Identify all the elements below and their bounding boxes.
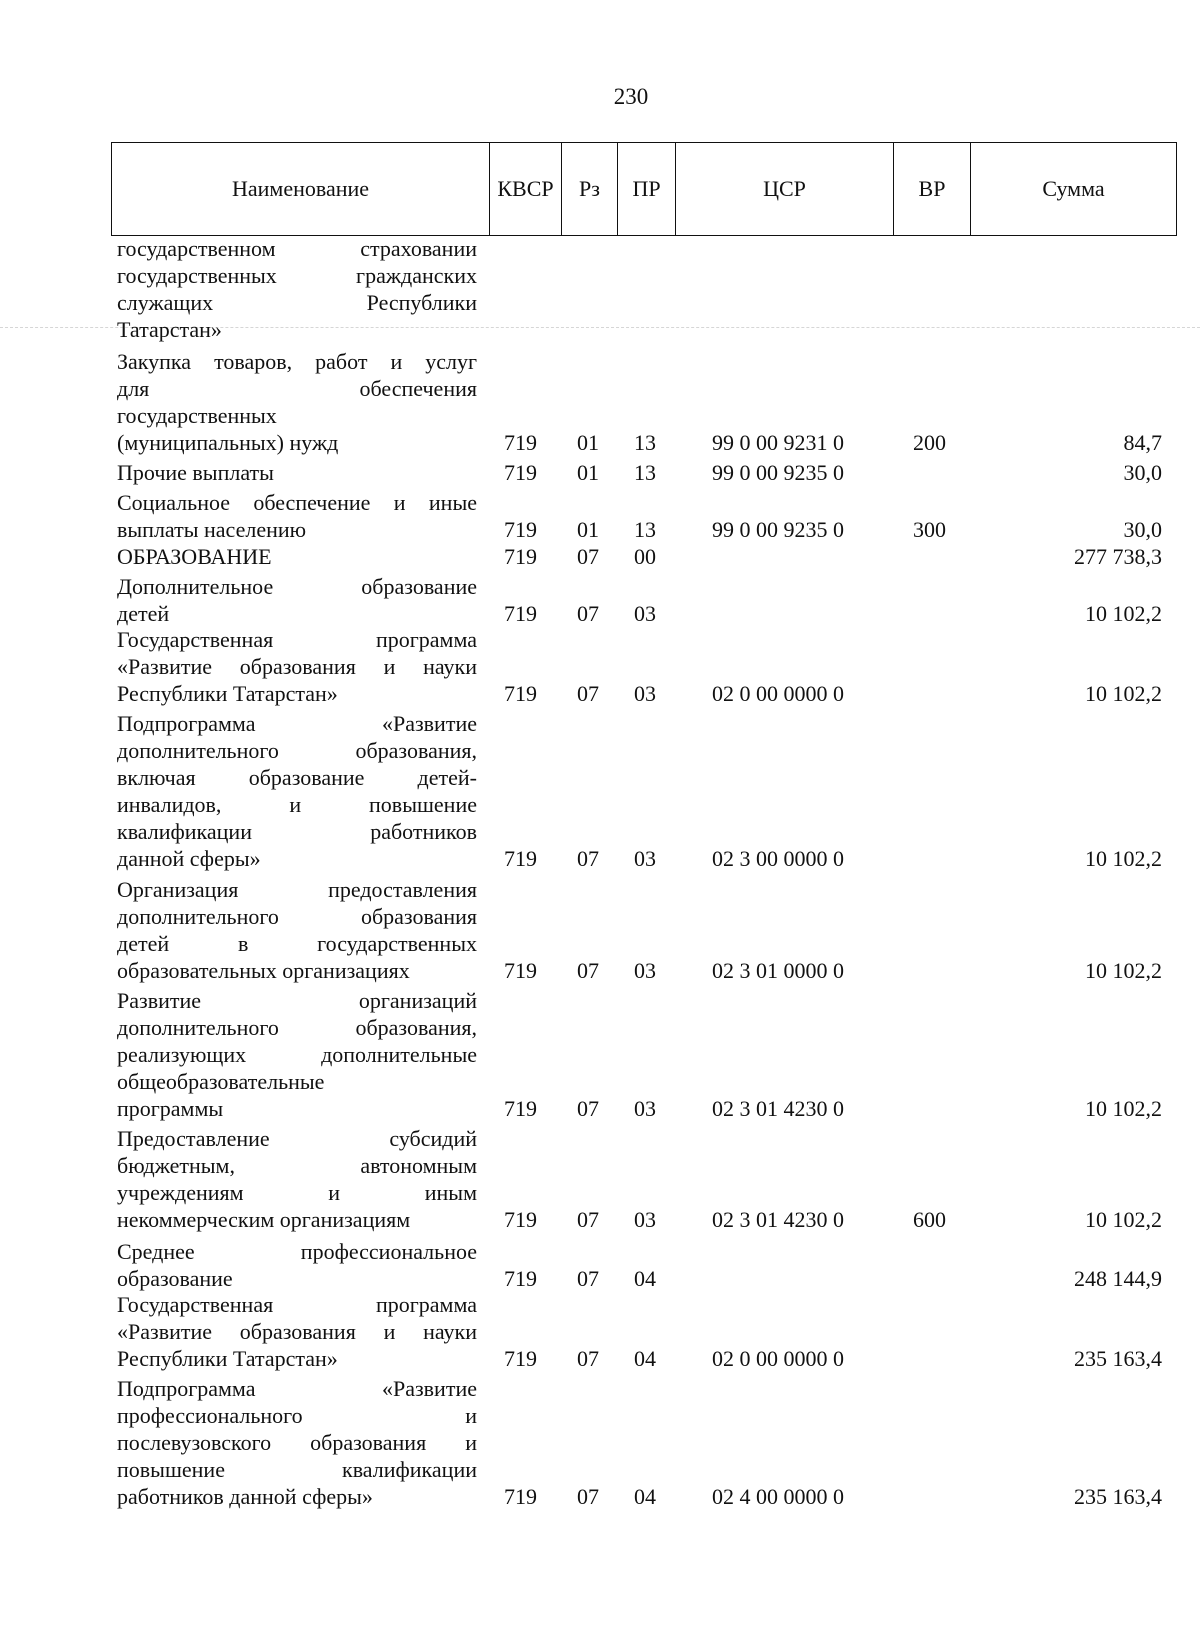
row-vr: 600	[913, 1207, 946, 1233]
row-kvsr: 719	[504, 600, 537, 626]
table-row	[0, 1238, 1200, 1292]
row-name-line: государственном страховании	[117, 236, 477, 262]
row-rz: 07	[577, 958, 599, 984]
row-csr: 02 3 01 4230 0	[712, 1207, 844, 1233]
row-rz: 07	[577, 543, 599, 569]
row-name-line: Развитие организаций	[117, 988, 477, 1013]
row-csr: 02 0 00 0000 0	[712, 681, 844, 707]
row-name-line: образование	[117, 1265, 233, 1291]
row-name-line: включая образование детей-	[117, 764, 477, 790]
row-kvsr: 719	[504, 516, 537, 542]
row-pr: 03	[634, 958, 656, 984]
row-sum: 30,0	[1123, 516, 1162, 542]
row-pr: 04	[634, 1346, 656, 1372]
row-name-line: Социальное обеспечение и иные	[117, 489, 477, 515]
row-name-line: Организация предоставления	[117, 877, 477, 903]
row-name	[117, 573, 477, 627]
row-name-line: образовательных организациях	[117, 958, 410, 984]
row-sum: 235 163,4	[1074, 1346, 1162, 1372]
row-rz: 07	[577, 1484, 599, 1509]
row-pr: 03	[634, 845, 656, 871]
row-name	[117, 489, 477, 543]
row-kvsr: 719	[504, 459, 537, 485]
header-sum: Сумма	[971, 143, 1177, 236]
table-row	[0, 1376, 1200, 1510]
row-pr: 00	[634, 543, 656, 569]
row-csr: 02 3 00 0000 0	[712, 845, 844, 871]
row-pr: 13	[634, 430, 656, 456]
row-rz: 07	[577, 681, 599, 707]
row-name-line: «Развитие образования и науки	[117, 1319, 477, 1345]
row-name-line: детей	[117, 600, 170, 626]
row-kvsr: 719	[504, 1484, 537, 1509]
row-pr: 03	[634, 1207, 656, 1233]
row-vr: 300	[913, 516, 946, 542]
header-vr: ВР	[894, 143, 971, 236]
row-sum: 10 102,2	[1085, 1096, 1162, 1121]
row-name-line: инвалидов, и повышение	[117, 791, 477, 817]
row-kvsr: 719	[504, 1096, 537, 1121]
row-rz: 01	[577, 430, 599, 456]
row-name-line: Татарстан»	[117, 317, 222, 343]
row-csr: 02 0 00 0000 0	[712, 1346, 844, 1372]
table-row	[0, 1126, 1200, 1233]
row-csr: 99 0 00 9235 0	[712, 516, 844, 542]
row-name-line: реализующих дополнительные	[117, 1042, 477, 1067]
table-row	[0, 988, 1200, 1122]
row-name-line: выплаты населению	[117, 516, 307, 542]
header-kvsr: КВСР	[490, 143, 562, 236]
row-name-line: профессионального и	[117, 1403, 477, 1428]
header-name: Наименование	[112, 143, 490, 236]
table-row	[0, 711, 1200, 872]
row-name-line: Закупка товаров, работ и услуг	[117, 349, 477, 375]
row-name-line: дополнительного образования,	[117, 1015, 477, 1040]
row-csr: 02 3 01 0000 0	[712, 958, 844, 984]
row-name-line: квалификации работников	[117, 818, 477, 844]
row-name-line: Предоставление субсидий	[117, 1126, 477, 1152]
row-pr: 04	[634, 1265, 656, 1291]
row-kvsr: 719	[504, 1265, 537, 1291]
row-kvsr: 719	[504, 958, 537, 984]
row-name	[117, 626, 477, 707]
row-name-line: бюджетным, автономным	[117, 1153, 477, 1179]
row-name	[117, 1291, 477, 1372]
row-name-line: Подпрограмма «Развитие	[117, 710, 477, 736]
row-name-line: государственных	[117, 403, 277, 429]
row-rz: 07	[577, 1265, 599, 1291]
row-rz: 07	[577, 600, 599, 626]
row-name-line: программы	[117, 1096, 224, 1121]
header-csr: ЦСР	[676, 143, 894, 236]
row-csr: 99 0 00 9235 0	[712, 459, 844, 485]
header-pr: ПР	[618, 143, 676, 236]
row-rz: 01	[577, 516, 599, 542]
row-name-line: Дополнительное образование	[117, 573, 477, 599]
row-name-line: работников данной сферы»	[117, 1484, 373, 1509]
table-row	[0, 877, 1200, 984]
row-name-line: (муниципальных) нужд	[117, 430, 339, 456]
row-name-line: данной сферы»	[117, 845, 261, 871]
table-row	[0, 349, 1200, 456]
table-row	[0, 573, 1200, 627]
row-csr: 99 0 00 9231 0	[712, 430, 844, 456]
row-name-line: послевузовского образования и	[117, 1430, 477, 1455]
row-name-line: дополнительного образования	[117, 904, 477, 930]
row-name-line: «Развитие образования и науки	[117, 654, 477, 680]
row-name-line: Государственная программа	[117, 1292, 477, 1318]
header-rz: Рз	[562, 143, 618, 236]
table-header	[111, 142, 1177, 236]
row-name-line: Республики Татарстан»	[117, 1346, 338, 1372]
row-name-line: учреждениям и иным	[117, 1180, 477, 1206]
row-sum: 10 102,2	[1085, 600, 1162, 626]
row-csr: 02 4 00 0000 0	[712, 1484, 844, 1509]
row-name	[117, 987, 477, 1122]
row-name-line: служащих Республики	[117, 290, 477, 316]
row-name	[117, 876, 477, 984]
table-row	[0, 489, 1200, 543]
row-sum: 10 102,2	[1085, 958, 1162, 984]
row-pr: 04	[634, 1484, 656, 1509]
row-sum: 248 144,9	[1074, 1265, 1162, 1291]
row-vr: 200	[913, 430, 946, 456]
row-name-line: государственных гражданских	[117, 263, 477, 289]
row-name-line: дополнительного образования,	[117, 737, 477, 763]
row-name-line: Подпрограмма «Развитие	[117, 1376, 477, 1401]
row-rz: 07	[577, 845, 599, 871]
row-rz: 07	[577, 1346, 599, 1372]
row-name	[117, 348, 477, 456]
row-kvsr: 719	[504, 845, 537, 871]
row-name	[117, 1375, 477, 1510]
row-kvsr: 719	[504, 681, 537, 707]
row-name	[117, 543, 477, 570]
page-number: 230	[613, 84, 649, 109]
row-kvsr: 719	[504, 430, 537, 456]
row-sum: 10 102,2	[1085, 845, 1162, 871]
table-row	[0, 543, 1200, 570]
row-name-line: детей в государственных	[117, 931, 477, 957]
row-name-line: Среднее профессиональное	[117, 1238, 477, 1264]
row-name	[117, 1125, 477, 1233]
row-csr: 02 3 01 4230 0	[712, 1096, 844, 1121]
row-sum: 10 102,2	[1085, 681, 1162, 707]
table-row	[0, 627, 1200, 707]
row-pr: 03	[634, 600, 656, 626]
table-row	[0, 236, 1200, 343]
row-name	[117, 235, 477, 343]
row-pr: 13	[634, 459, 656, 485]
row-name-line: Прочие выплаты	[117, 459, 274, 485]
row-name	[117, 459, 477, 486]
row-rz: 07	[577, 1207, 599, 1233]
row-rz: 07	[577, 1096, 599, 1121]
row-kvsr: 719	[504, 1207, 537, 1233]
row-pr: 03	[634, 681, 656, 707]
row-name-line: Республики Татарстан»	[117, 681, 338, 707]
table-row	[0, 1292, 1200, 1372]
row-name-line: общеобразовательные	[117, 1069, 325, 1094]
row-kvsr: 719	[504, 1346, 537, 1372]
row-kvsr: 719	[504, 543, 537, 569]
row-sum: 277 738,3	[1074, 543, 1162, 569]
row-pr: 13	[634, 516, 656, 542]
row-name-line: некоммерческим организациям	[117, 1207, 411, 1233]
row-pr: 03	[634, 1096, 656, 1121]
row-name	[117, 710, 477, 872]
row-name-line: Государственная программа	[117, 627, 477, 653]
row-rz: 01	[577, 459, 599, 485]
row-sum: 235 163,4	[1074, 1484, 1162, 1509]
row-name-line: повышение квалификации	[117, 1457, 477, 1482]
row-name	[117, 1238, 477, 1292]
row-name-line: для обеспечения	[117, 376, 477, 402]
table-row	[0, 459, 1200, 486]
row-sum: 10 102,2	[1085, 1207, 1162, 1233]
row-name-line: ОБРАЗОВАНИЕ	[117, 543, 272, 569]
row-sum: 30,0	[1123, 459, 1162, 485]
row-sum: 84,7	[1123, 430, 1162, 456]
